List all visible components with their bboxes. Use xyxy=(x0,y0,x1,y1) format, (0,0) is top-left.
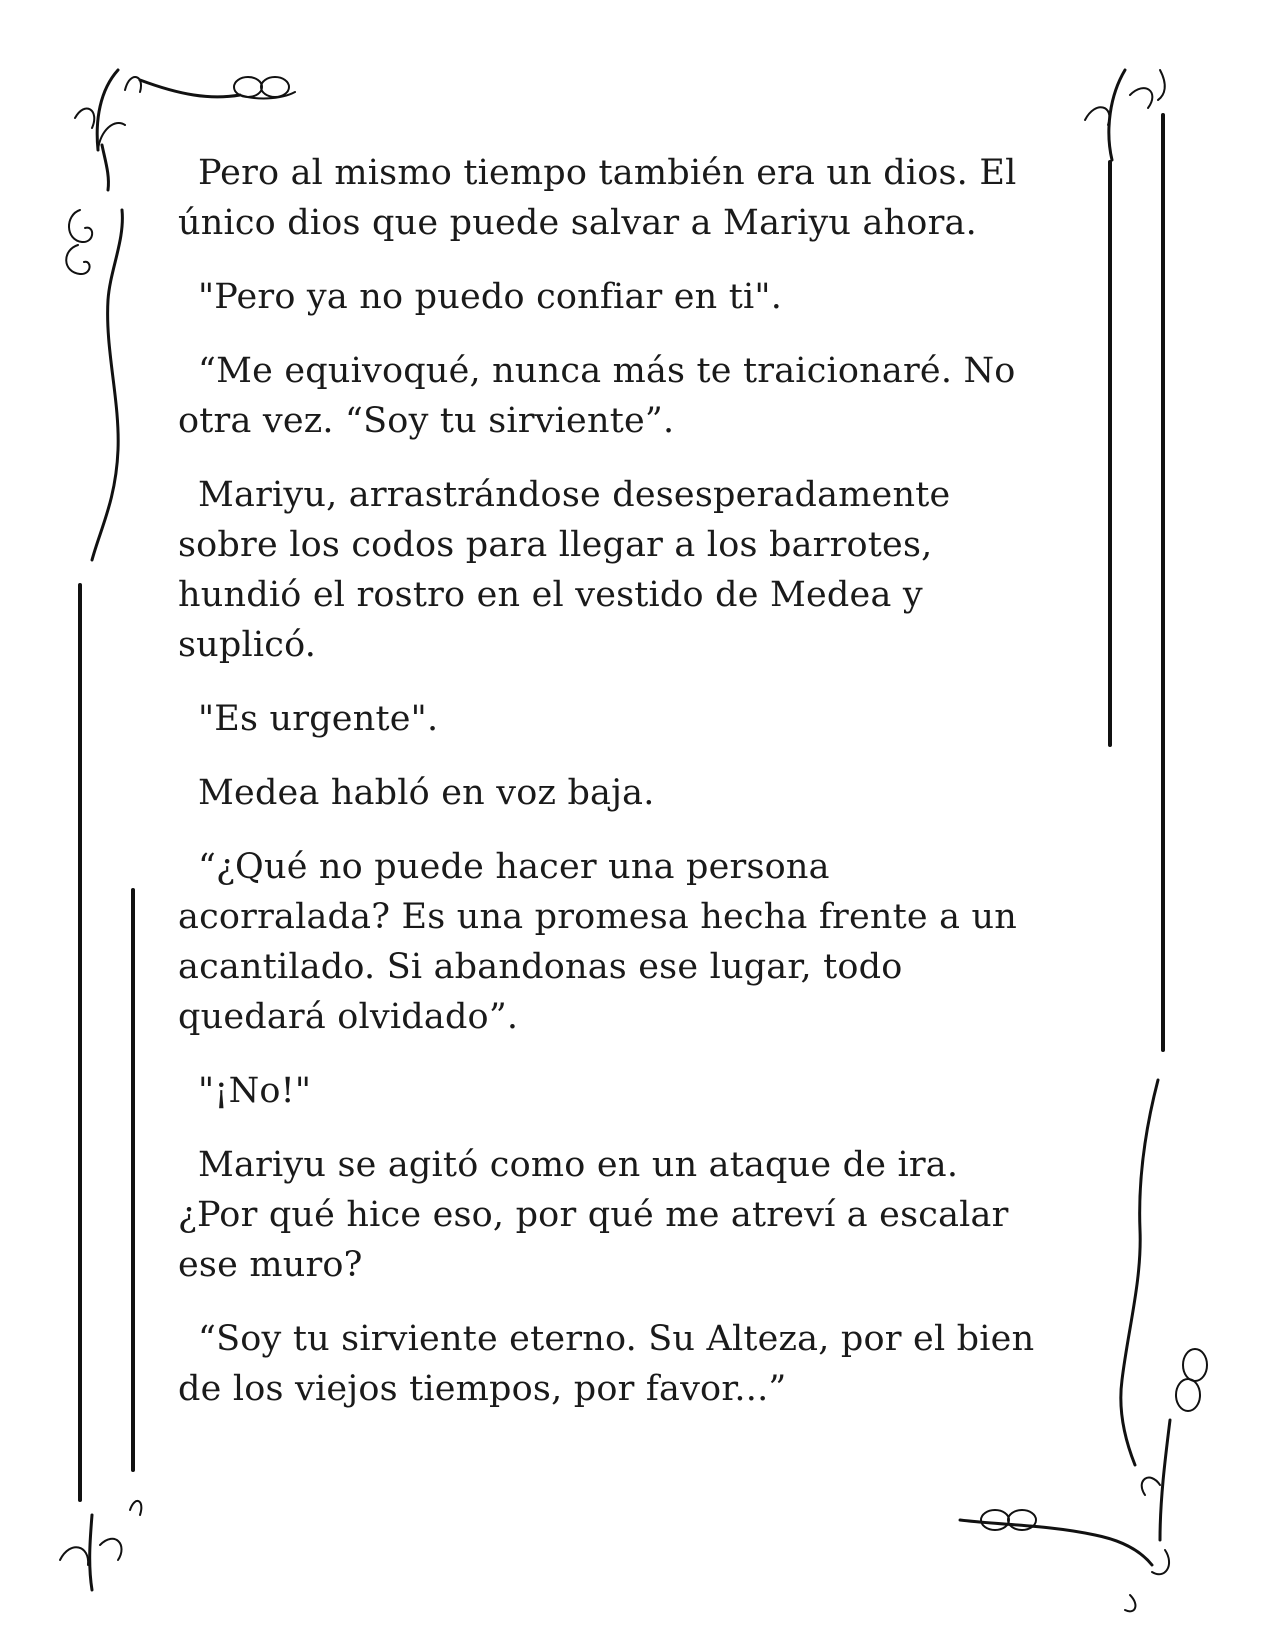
body-text xyxy=(178,148,1098,1438)
paragraph: “Me equivoqué, nunca más te traicionaré. No otra vez. “Soy tu sirviente”. xyxy=(178,351,1016,441)
paragraph: "Es urgente". xyxy=(198,699,439,739)
flourish-bottom-left-icon xyxy=(60,1501,141,1590)
paragraph: Mariyu, arrastrándose desesperadamente sobre los codos para llegar a los barrotes, hundió el rostro en el vestido de Medea y suplicó. xyxy=(178,475,951,665)
paragraph: “Soy tu sirviente eterno. Su Alteza, por el bien de los viejos tiempos, por favor...” xyxy=(178,1319,1035,1409)
paragraph: "Pero ya no puedo confiar en ti". xyxy=(198,277,783,317)
flourish-top-right-icon xyxy=(1085,70,1165,160)
paragraph: "¡No!" xyxy=(198,1071,312,1111)
paragraph: Pero al mismo tiempo también era un dios. El único dios que puede salvar a Mariyu ahora. xyxy=(178,153,1017,243)
paragraph: “¿Qué no puede hacer una persona acorralada? Es una promesa hecha frente a un acantilado. Si abandonas ese lugar, todo quedará olvidado”. xyxy=(178,847,1017,1037)
paragraph: Medea habló en voz baja. xyxy=(198,773,655,813)
paragraph: Mariyu se agitó como en un ataque de ira. ¿Por qué hice eso, por qué me atreví a escalar ese muro? xyxy=(178,1145,1009,1285)
